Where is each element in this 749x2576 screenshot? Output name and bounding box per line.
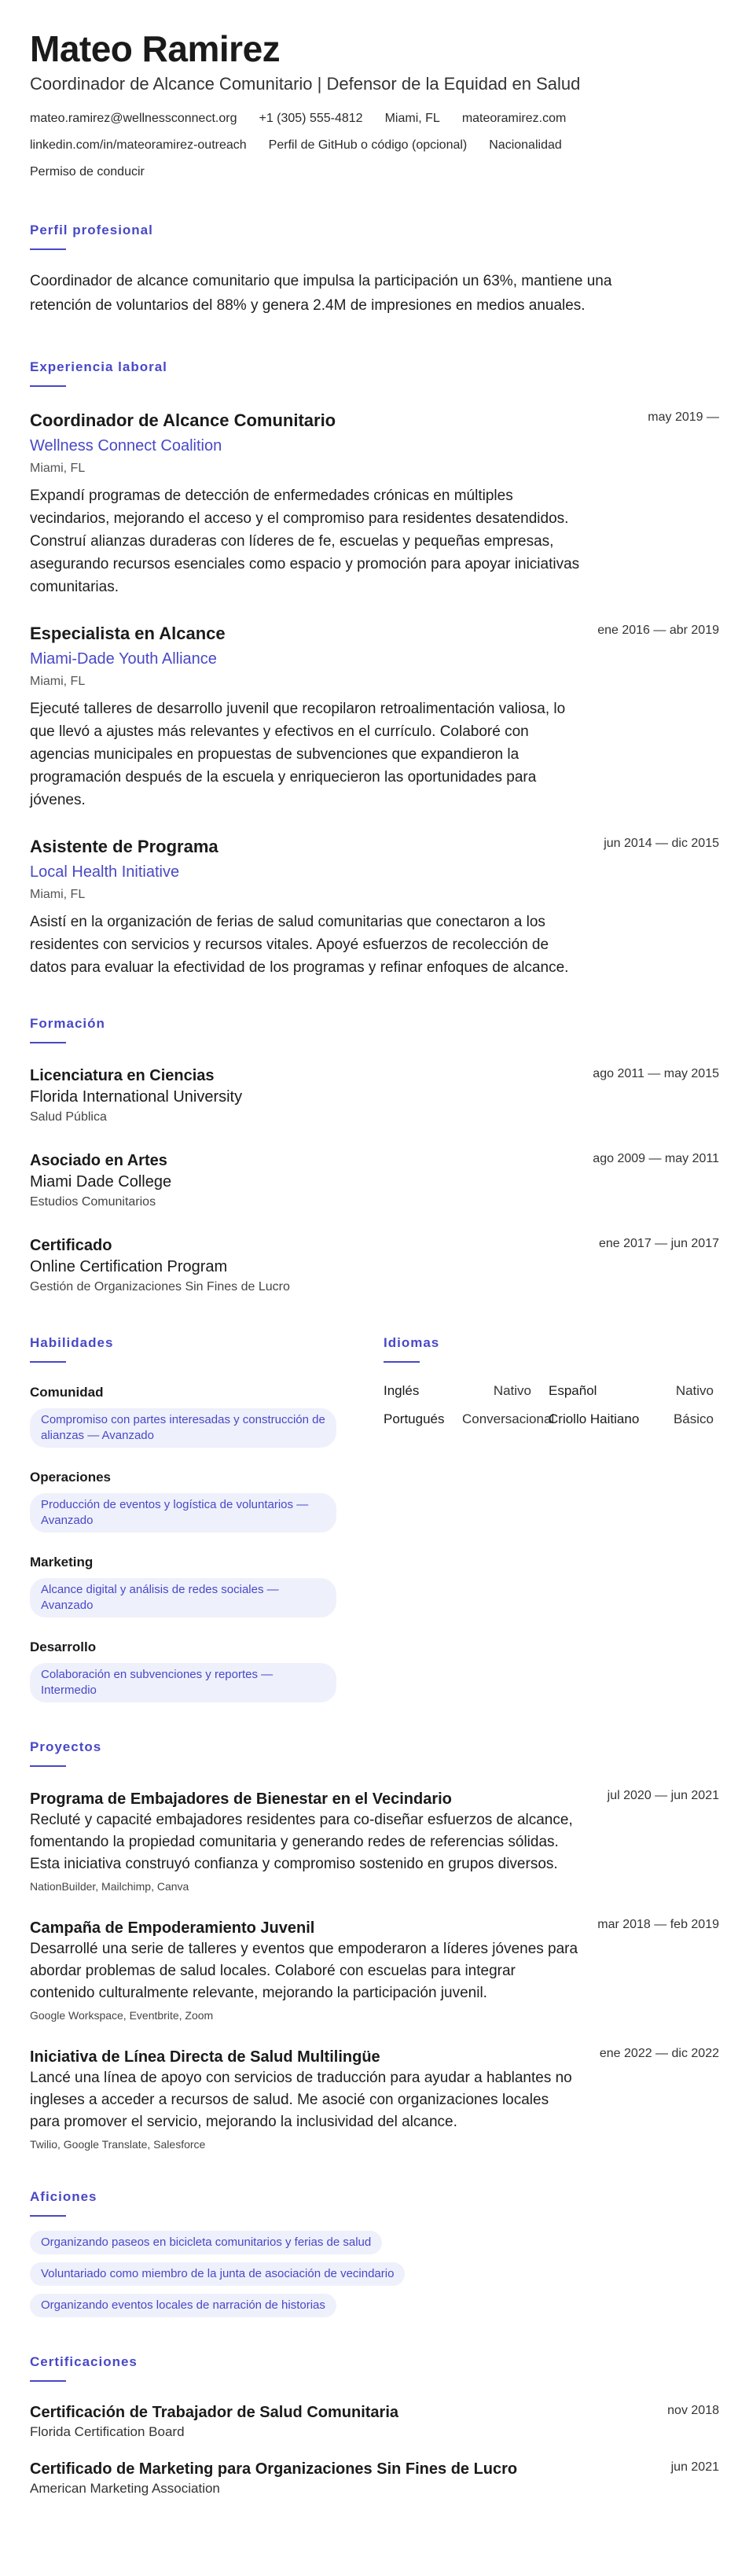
job-title: Asistente de Programa xyxy=(30,837,218,856)
project-entry xyxy=(30,2047,719,2152)
skill-category: Desarrollo xyxy=(30,1639,97,1654)
section-divider xyxy=(30,385,66,387)
project-entry xyxy=(30,1789,719,1894)
section-divider xyxy=(30,1765,66,1767)
job-location: Miami, FL xyxy=(30,888,86,901)
section-divider xyxy=(30,1042,66,1043)
skill-group xyxy=(30,1553,384,1617)
job-title: Especialista en Alcance xyxy=(30,624,226,643)
contact-website[interactable]: mateoramirez.com xyxy=(461,112,567,125)
skill-chip: Alcance digital y análisis de redes sociales — Avanzado xyxy=(30,1578,336,1617)
skill-chip: Compromiso con partes interesadas y construcción de alianzas — Avanzado xyxy=(30,1408,336,1448)
contact-linkedin[interactable]: linkedin.com/in/mateoramirez-outreach xyxy=(30,138,247,152)
job-entry xyxy=(30,835,719,979)
education-school: Miami Dade College xyxy=(30,1173,172,1190)
job-organization[interactable]: Wellness Connect Coalition xyxy=(30,437,222,454)
skill-category: Operaciones xyxy=(30,1470,111,1485)
education-degree: Asociado en Artes xyxy=(30,1152,167,1169)
summary-text: Coordinador de alcance comunitario que impulsa la participación un 63%, mantiene una retención de voluntarios del 88% y genera 2.4M de impresiones en medios anuales. xyxy=(30,273,612,314)
languages-grid xyxy=(384,1383,718,1427)
job-description: Asistí en la organización de ferias de salud comunitarias que conectaron a los residentes con servicios y recursos vitales. Apoyé esfuerzos de recolección de datos para evaluar la efectividad de los programas y refinar enfoques de alcance. xyxy=(30,914,569,976)
language-level: Nativo xyxy=(493,1383,531,1398)
certification-issuer: Florida Certification Board xyxy=(30,2424,185,2439)
education-section xyxy=(30,1015,719,1297)
section-divider xyxy=(30,2215,66,2217)
certification-date: nov 2018 xyxy=(667,2404,719,2417)
contact-license: Permiso de conducir xyxy=(30,165,145,178)
education-degree: Certificado xyxy=(30,1237,112,1254)
project-description: Lancé una línea de apoyo con servicios de traducción para ayudar a hablantes no ingleses a acceder a recursos de salud. Me asocié con organizaciones locales para promover el servicio, mejorando la inclusividad del alcance. xyxy=(30,2070,572,2130)
skill-group xyxy=(30,1638,384,1702)
certification-name: Certificado de Marketing para Organizaciones Sin Fines de Lucro xyxy=(30,2460,518,2478)
experience-section xyxy=(30,359,719,979)
language-name: Portugués xyxy=(384,1411,445,1426)
languages-section xyxy=(384,1334,718,1702)
job-date: may 2019 — xyxy=(648,410,719,424)
certification-entry xyxy=(30,2459,719,2498)
summary-section xyxy=(30,222,719,318)
job-location: Miami, FL xyxy=(30,675,86,688)
education-entry xyxy=(30,1235,719,1297)
section-title: Aficiones xyxy=(30,2189,97,2204)
job-location: Miami, FL xyxy=(30,462,86,475)
job-entry xyxy=(30,409,719,598)
job-description: Expandí programas de detección de enfermedades crónicas en múltiples vecindarios, mejorando el acceso y el compromiso para residentes desatendidos. Construí alianzas duraderas con líderes de fe, escuelas y pequeñas empresas, asegurando recursos esenciales como espacio y promoción para apoyar iniciativas comunitarias. xyxy=(30,488,580,595)
certification-name: Certificación de Trabajador de Salud Comunitaria xyxy=(30,2404,398,2421)
certifications-section xyxy=(30,2353,719,2498)
section-title: Habilidades xyxy=(30,1335,114,1350)
education-school: Florida International University xyxy=(30,1088,243,1106)
section-title: Proyectos xyxy=(30,1739,102,1754)
skills-section xyxy=(30,1334,384,1702)
language-name: Español xyxy=(549,1383,597,1398)
job-date: jun 2014 — dic 2015 xyxy=(604,837,719,850)
job-entry xyxy=(30,622,719,811)
section-title: Certificaciones xyxy=(30,2354,138,2369)
contact-email[interactable]: mateo.ramirez@wellnessconnect.org xyxy=(30,112,237,125)
project-title: Campaña de Empoderamiento Juvenil xyxy=(30,1919,315,1937)
hobby-chip: Organizando paseos en bicicleta comunitarios y ferias de salud xyxy=(30,2231,382,2254)
contact-location: Miami, FL xyxy=(384,112,440,125)
job-organization[interactable]: Miami-Dade Youth Alliance xyxy=(30,650,217,668)
project-title: Iniciativa de Línea Directa de Salud Multilingüe xyxy=(30,2048,380,2066)
contact-phone[interactable]: +1 (305) 555-4812 xyxy=(259,112,363,125)
hobby-chip: Organizando eventos locales de narración de historias xyxy=(30,2294,336,2317)
contact-github[interactable]: Perfil de GitHub o código (opcional) xyxy=(268,138,468,152)
job-organization[interactable]: Local Health Initiative xyxy=(30,863,180,881)
section-title: Experiencia laboral xyxy=(30,359,167,374)
skill-category: Comunidad xyxy=(30,1385,104,1400)
job-date: ene 2016 — abr 2019 xyxy=(597,624,719,637)
language-name: Inglés xyxy=(384,1383,420,1398)
skill-group xyxy=(30,1383,384,1448)
project-entry xyxy=(30,1918,719,2023)
certification-date: jun 2021 xyxy=(670,2460,719,2474)
headline: Coordinador de Alcance Comunitario | Defensor de la Equidad en Salud xyxy=(30,74,581,94)
project-description: Desarrollé una serie de talleres y eventos que empoderaron a líderes jóvenes para abordar problemas de salud locales. Colaboré con escuelas para integrar contenido culturalmente relevante, mejorando la participación juvenil. xyxy=(30,1941,578,2001)
project-date: ene 2022 — dic 2022 xyxy=(599,2047,719,2060)
project-description: Recluté y capacité embajadores residentes para co-diseñar esfuerzos de alcance, fomentando la propiedad comunitaria y generando redes de referencias sólidas. Esta iniciativa construyó confianza y compromiso sostenido en grupos diversos. xyxy=(30,1812,573,1872)
language-level: Conversacional xyxy=(462,1411,555,1426)
skill-chip: Producción de eventos y logística de voluntarios — Avanzado xyxy=(30,1493,336,1533)
hobby-list xyxy=(30,2231,719,2317)
education-field: Estudios Comunitarios xyxy=(30,1195,156,1209)
section-title: Perfil profesional xyxy=(30,223,153,237)
education-field: Salud Pública xyxy=(30,1110,107,1124)
certification-issuer: American Marketing Association xyxy=(30,2481,220,2496)
hobby-chip: Voluntariado como miembro de la junta de asociación de vecindario xyxy=(30,2262,405,2286)
language-level: Nativo xyxy=(675,1383,714,1398)
language-name: Criollo Haitiano xyxy=(549,1411,640,1426)
section-title: Formación xyxy=(30,1016,105,1031)
education-entry xyxy=(30,1150,719,1212)
education-date: ago 2009 — may 2011 xyxy=(593,1152,719,1165)
section-divider xyxy=(30,2380,66,2382)
language-level: Básico xyxy=(673,1411,714,1426)
section-divider xyxy=(384,1361,420,1363)
contact-nationality: Nacionalidad xyxy=(489,138,562,152)
job-description: Ejecuté talleres de desarrollo juvenil que recopilaron retroalimentación valiosa, lo que llevó a ajustes más relevantes y efectivos en el currículo. Colaboré con agencias municipales en propuestas de subvenciones que expandieron la programación después de la escuela y enriquecieron las oportunidades para jóvenes. xyxy=(30,701,566,808)
project-tools: Google Workspace, Eventbrite, Zoom xyxy=(30,2009,214,2022)
education-entry xyxy=(30,1065,719,1127)
contact-list xyxy=(30,110,659,181)
project-tools: NationBuilder, Mailchimp, Canva xyxy=(30,1880,189,1893)
project-tools: Twilio, Google Translate, Salesforce xyxy=(30,2138,206,2151)
skill-category: Marketing xyxy=(30,1555,94,1570)
education-date: ene 2017 — jun 2017 xyxy=(598,1237,719,1250)
section-title: Idiomas xyxy=(384,1335,440,1350)
candidate-name: Mateo Ramirez xyxy=(30,28,281,69)
skill-chip: Colaboración en subvenciones y reportes — Intermedio xyxy=(30,1663,336,1702)
education-degree: Licenciatura en Ciencias xyxy=(30,1067,215,1084)
skills-languages-row xyxy=(30,1334,719,1702)
education-school: Online Certification Program xyxy=(30,1258,228,1275)
education-field: Gestión de Organizaciones Sin Fines de Lucro xyxy=(30,1280,290,1294)
education-date: ago 2011 — may 2015 xyxy=(593,1067,719,1080)
skill-group xyxy=(30,1468,384,1533)
hobbies-section xyxy=(30,2188,719,2317)
section-divider xyxy=(30,248,66,250)
projects-section xyxy=(30,1739,719,2152)
project-date: jul 2020 — jun 2021 xyxy=(607,1789,719,1802)
project-date: mar 2018 — feb 2019 xyxy=(597,1918,719,1931)
section-divider xyxy=(30,1361,66,1363)
job-title: Coordinador de Alcance Comunitario xyxy=(30,410,336,430)
certification-entry xyxy=(30,2402,719,2442)
project-title: Programa de Embajadores de Bienestar en el Vecindario xyxy=(30,1790,452,1808)
